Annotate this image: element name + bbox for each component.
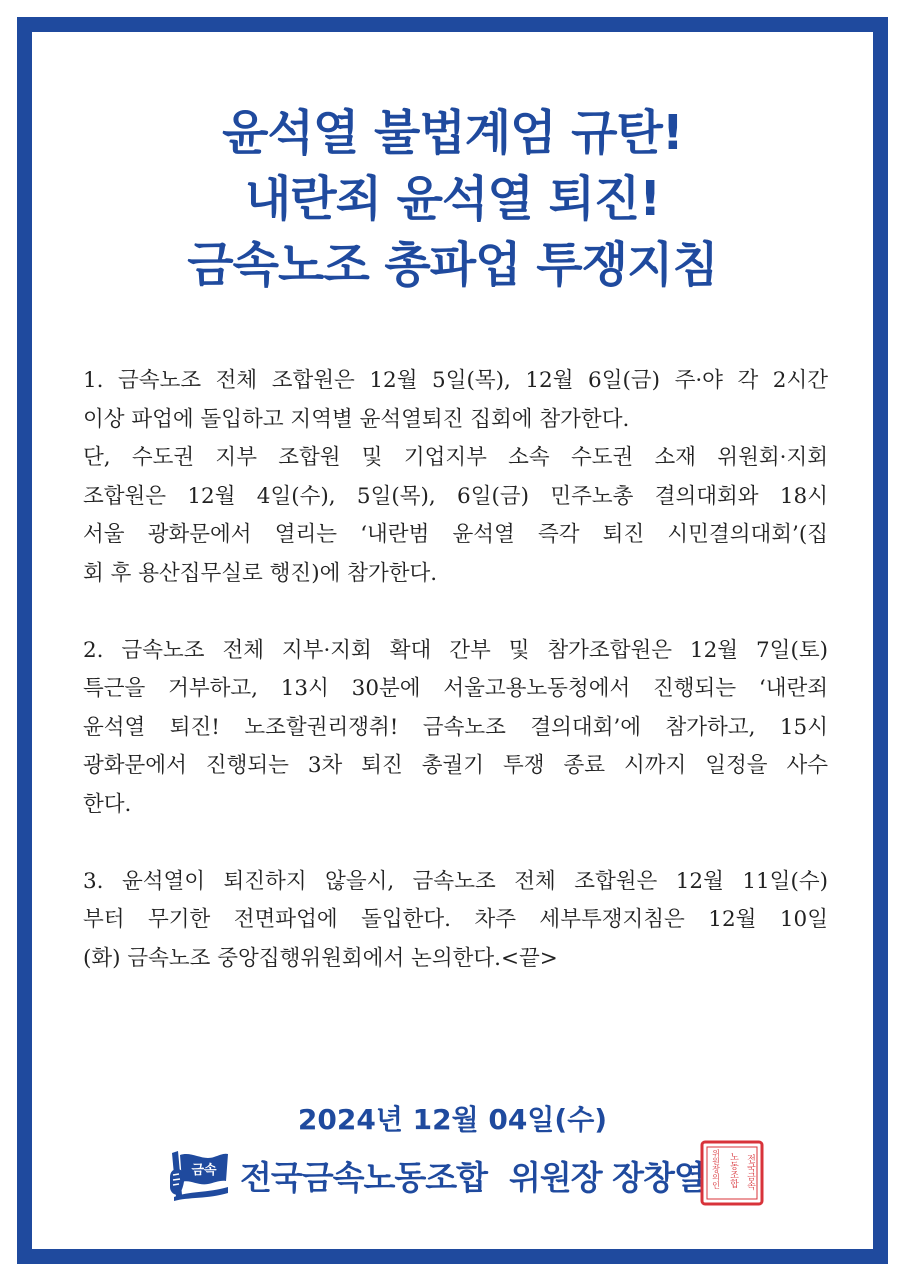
headline-line-3: 금속노조 총파업 투쟁지침 (187, 237, 718, 293)
directive-line: 한다. (83, 791, 132, 817)
svg-text:전국금속: 전국금속 (745, 1154, 755, 1190)
svg-text:위원장의인: 위원장의인 (711, 1149, 721, 1189)
directive-line: 회 후 용산집무실로 행진)에 참가한다. (83, 560, 438, 586)
svg-text:노동조합: 노동조합 (728, 1152, 738, 1188)
directive-line: 1. 금속노조 전체 조합원은 12월 5일(목), 12월 6일(금) 주·야 각 2시간 (83, 368, 828, 393)
directive-line: 2. 금속노조 전체 지부·지회 확대 간부 및 참가조합원은 12월 7일(토) (83, 637, 828, 663)
union-name: 전국금속노동조합 (240, 1157, 488, 1197)
directive-line: 윤석열 퇴진! 노조할권리쟁취! 금속노조 결의대회’에 참가하고, 15시 (83, 714, 828, 740)
directive-body (83, 362, 828, 978)
directive-item-2 (83, 632, 828, 825)
directive-line: 단, 수도권 지부 조합원 및 기업지부 소속 수도권 소재 위원회·지회 (83, 445, 828, 470)
directive-line: 광화문에서 진행되는 3차 퇴진 총궐기 투쟁 종료 시까지 일정을 사수 (83, 753, 828, 778)
directive-line: 부터 무기한 전면파업에 돌입한다. 차주 세부투쟁지침은 12월 10일 (83, 907, 828, 932)
headline-line-2: 내란죄 윤석열 퇴진! (244, 171, 661, 227)
directive-line: (화) 금속노조 중앙집행위원회에서 논의한다.<끝> (83, 945, 558, 971)
president-signature: 위원장 장창열 (509, 1157, 705, 1197)
directive-line: 조합원은 12월 4일(수), 5일(목), 6일(금) 민주노총 결의대회와 18시 (83, 483, 828, 509)
union-flag-logo-icon (168, 1147, 230, 1203)
headline (0, 100, 905, 298)
directive-item-3 (83, 863, 828, 979)
directive-line: 3. 윤석열이 퇴진하지 않을시, 금속노조 전체 조합원은 12월 11일(수) (83, 868, 828, 894)
issue-date: 2024년 12월 04일(수) (297, 1103, 608, 1136)
svg-text:금속: 금속 (191, 1163, 217, 1178)
directive-line: 서울 광화문에서 열리는 ‘내란범 윤석열 즉각 퇴진 시민결의대회’(집 (83, 522, 828, 547)
directive-line: 이상 파업에 돌입하고 지역별 윤석열퇴진 집회에 참가한다. (83, 406, 630, 432)
signature-block (168, 1140, 705, 1210)
directive-line: 특근을 거부하고, 13시 30분에 서울고용노동청에서 진행되는 ‘내란죄 (83, 676, 828, 701)
headline-line-1: 윤석열 불법계엄 규탄! (222, 105, 683, 161)
directive-item-1 (83, 362, 828, 593)
official-seal-icon (700, 1140, 764, 1206)
